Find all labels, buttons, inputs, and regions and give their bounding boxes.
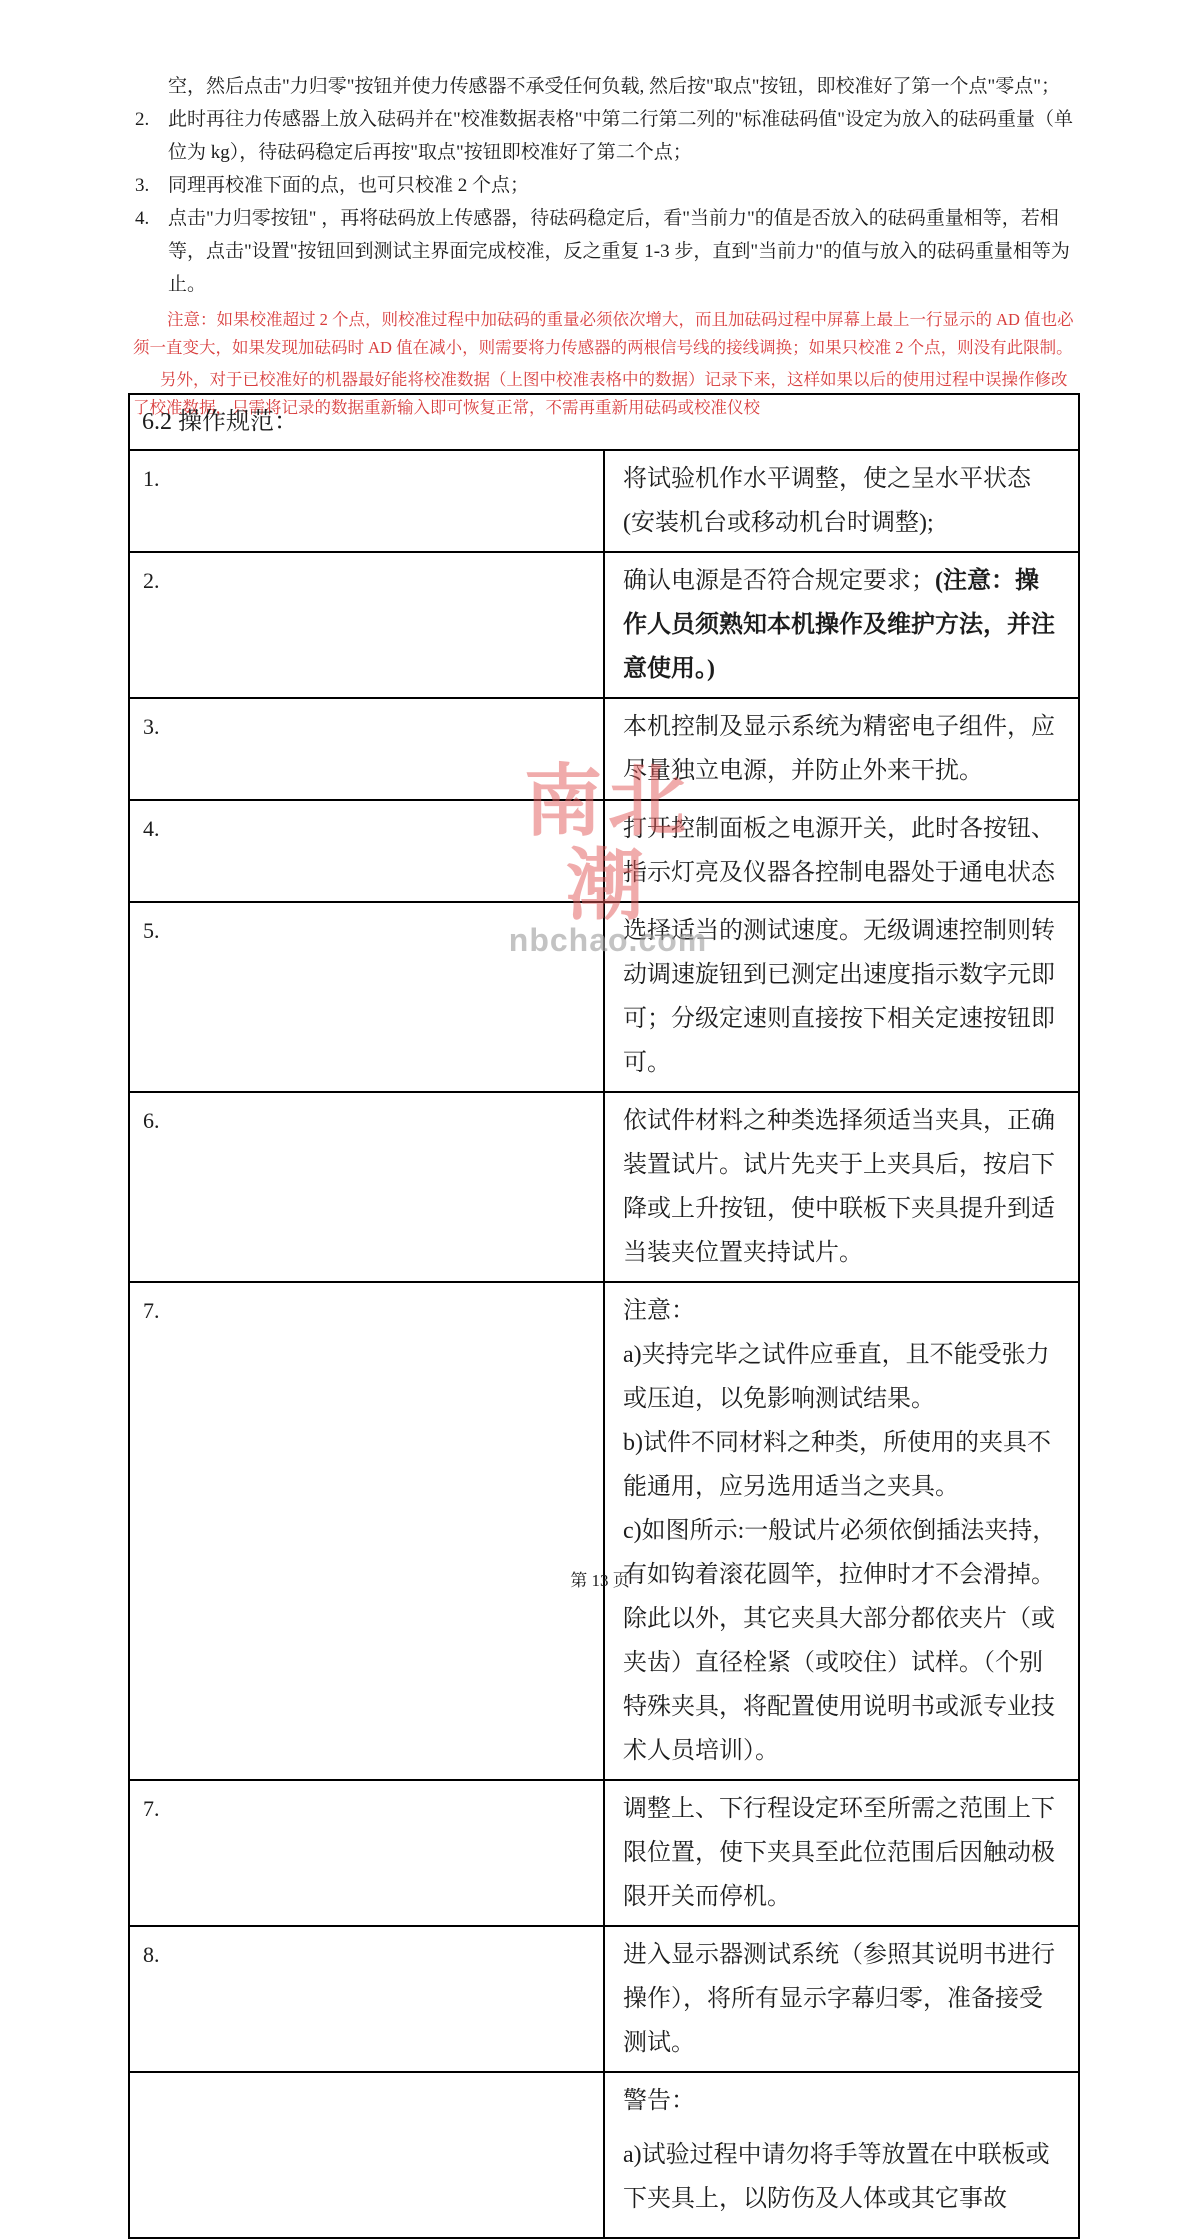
row-paragraph (623, 457, 1062, 545)
row-content-cell (604, 800, 1079, 902)
paragraph-segment: 本机控制及显示系统为精密电子组件，应尽量独立电源，并防止外来干扰。 (623, 714, 1055, 784)
paragraph-segment: c)如图所示:一般试片必须依倒插法夹持，有如钩着滚花圆竿，拉伸时才不会滑掉。除此以外，其它夹具大部分都依夹片（或夹齿）直径栓紧（或咬住）试样。（个别特殊夹具，将配置使用说明书或派专业技术人员培训）。 (623, 1518, 1057, 1764)
table-row (129, 1282, 1079, 1780)
row-paragraph (623, 1509, 1062, 1773)
row-content-cell (604, 552, 1079, 698)
list-item-4 (133, 202, 1080, 301)
list-item-text: 同理再校准下面的点，也可只校准 2 个点； (168, 175, 530, 196)
list-item-number: 3. (135, 175, 150, 196)
paragraph-segment: 进入显示器测试系统（参照其说明书进行操作），将所有显示字幕归零，准备接受测试。 (623, 1942, 1055, 2056)
row-number-cell: 1. (129, 450, 604, 552)
row-paragraph (623, 1289, 1062, 1333)
list-item-3 (133, 169, 1080, 202)
row-paragraph (623, 1421, 1062, 1509)
row-number-cell: 7. (129, 1780, 604, 1926)
list-item-number: 4. (135, 208, 150, 229)
row-content-cell (604, 450, 1079, 552)
paragraph-segment: 调整上、下行程设定环至所需之范围上下限位置，使下夹具至此位范围后因触动极限开关而停机。 (623, 1796, 1055, 1910)
table-section-title: 6.2 操作规范： (129, 394, 1079, 450)
row-paragraph (623, 2133, 1062, 2221)
row-paragraph (623, 2079, 1062, 2123)
paragraph-segment: 依试件材料之种类选择须适当夹具，正确装置试片。试片先夹于上夹具后，按启下降或上升按钮，使中联板下夹具提升到适当装夹位置夹持试片。 (623, 1108, 1055, 1266)
row-content-cell (604, 2072, 1079, 2238)
table-row (129, 2072, 1079, 2238)
paragraph-segment: 选择适当的测试速度。无级调速控制则转动调速旋钮到已测定出速度指示数字元即可；分级定速则直接按下相关定速按钮即可。 (623, 918, 1055, 1076)
row-paragraph (623, 559, 1062, 691)
row-number-cell: 7. (129, 1282, 604, 1780)
row-paragraph (623, 807, 1062, 895)
paragraph-segment: 确认电源是否符合规定要求； (623, 568, 935, 594)
row-content-cell (604, 1282, 1079, 1780)
table-row (129, 698, 1079, 800)
row-paragraph (623, 1933, 1062, 2065)
row-number-cell: 4. (129, 800, 604, 902)
operation-spec-table (128, 393, 1080, 2239)
page-number-footer: 第 13 页 (570, 1571, 630, 1590)
list-item-text: 点击"力归零按钮" ，再将砝码放上传感器，待砝码稳定后，看"当前力"的值是否放入的砝码重量相等，若相等，点击"设置"按钮回到测试主界面完成校准，反之重复 1-3 步，直到"当前力"的值与放入的砝码重量相等为止。 (168, 208, 1070, 295)
list-item-number: 2. (135, 109, 150, 130)
table-row (129, 1926, 1079, 2072)
table-row (129, 800, 1079, 902)
table-row (129, 1780, 1079, 1926)
row-paragraph (623, 705, 1062, 793)
row-paragraph (623, 1333, 1062, 1421)
row-number-cell (129, 2072, 604, 2238)
paragraph-segment: 注意： (623, 1298, 695, 1324)
row-paragraph (623, 1099, 1062, 1275)
paragraph-segment: 打开控制面板之电源开关，此时各按钮、指示灯亮及仪器各控制电器处于通电状态 (623, 816, 1055, 886)
row-content-cell (604, 1926, 1079, 2072)
row-content-cell (604, 1780, 1079, 1926)
list-item-2 (133, 103, 1080, 169)
paragraph-segment: a)夹持完毕之试件应垂直，且不能受张力或压迫，以免影响测试结果。 (623, 1342, 1050, 1412)
list-item-text: 此时再往力传感器上放入砝码并在"校准数据表格"中第二行第二列的"标准砝码值"设定为放入的砝码重量（单位为 kg），待砝码稳定后再按"取点"按钮即校准好了第二个点； (168, 109, 1074, 163)
row-number-cell: 2. (129, 552, 604, 698)
red-note-attention: 注意：如果校准超过 2 个点，则校准过程中加砝码的重量必须依次增大，而且加砝码过程中屏幕上最上一行显示的 AD 值也必须一直变大，如果发现加砝码时 AD 值在减小，则需要将力传感器的两根信号线的接线调换；如果只校准 2 个点，则没有此限制。 (133, 310, 1074, 357)
row-number-cell: 5. (129, 902, 604, 1092)
row-content-cell (604, 698, 1079, 800)
row-paragraph (623, 909, 1062, 1085)
row-number-cell: 3. (129, 698, 604, 800)
operation-table-body (129, 394, 1079, 2238)
paragraph-segment: 警告： (623, 2088, 695, 2114)
red-note-additional: 另外，对于已校准好的机器最好能将校准数据（上图中校准表格中的数据）记录下来，这样如果以后的使用过程中误操作修改了校准数据，只需将记录的数据重新输入即可恢复正常，不需再重新用砝码或校准仪校 (133, 370, 1068, 417)
table-row (129, 552, 1079, 698)
row-content-cell (604, 902, 1079, 1092)
row-content-cell (604, 1092, 1079, 1282)
row-number-cell: 6. (129, 1092, 604, 1282)
paragraph-segment: a)试验过程中请勿将手等放置在中联板或下夹具上，以防伤及人体或其它事故 (623, 2142, 1050, 2212)
watermark-brand-text: 南北潮 (523, 756, 692, 931)
row-number-cell: 8. (129, 1926, 604, 2072)
table-row (129, 450, 1079, 552)
paragraph-segment: b)试件不同材料之种类，所使用的夹具不能通用，应另选用适当之夹具。 (623, 1430, 1051, 1500)
watermark-domain-text: nbchao.com (508, 922, 708, 958)
paragraph-segment: 将试验机作水平调整，使之呈水平状态(安装机台或移动机台时调整); (623, 466, 1031, 536)
table-row (129, 1092, 1079, 1282)
intro-list (133, 70, 1080, 421)
row-paragraph (623, 1787, 1062, 1919)
table-header-row (129, 394, 1079, 450)
list-continuation-line: 空，然后点击"力归零"按钮并使力传感器不承受任何负载, 然后按"取点"按钮，即校准好了第一个点"零点"； (168, 76, 1061, 97)
table-row (129, 902, 1079, 1092)
paragraph-bold-segment: (注意：操作人员须熟知本机操作及维护方法，并注意使用。) (623, 568, 1055, 682)
